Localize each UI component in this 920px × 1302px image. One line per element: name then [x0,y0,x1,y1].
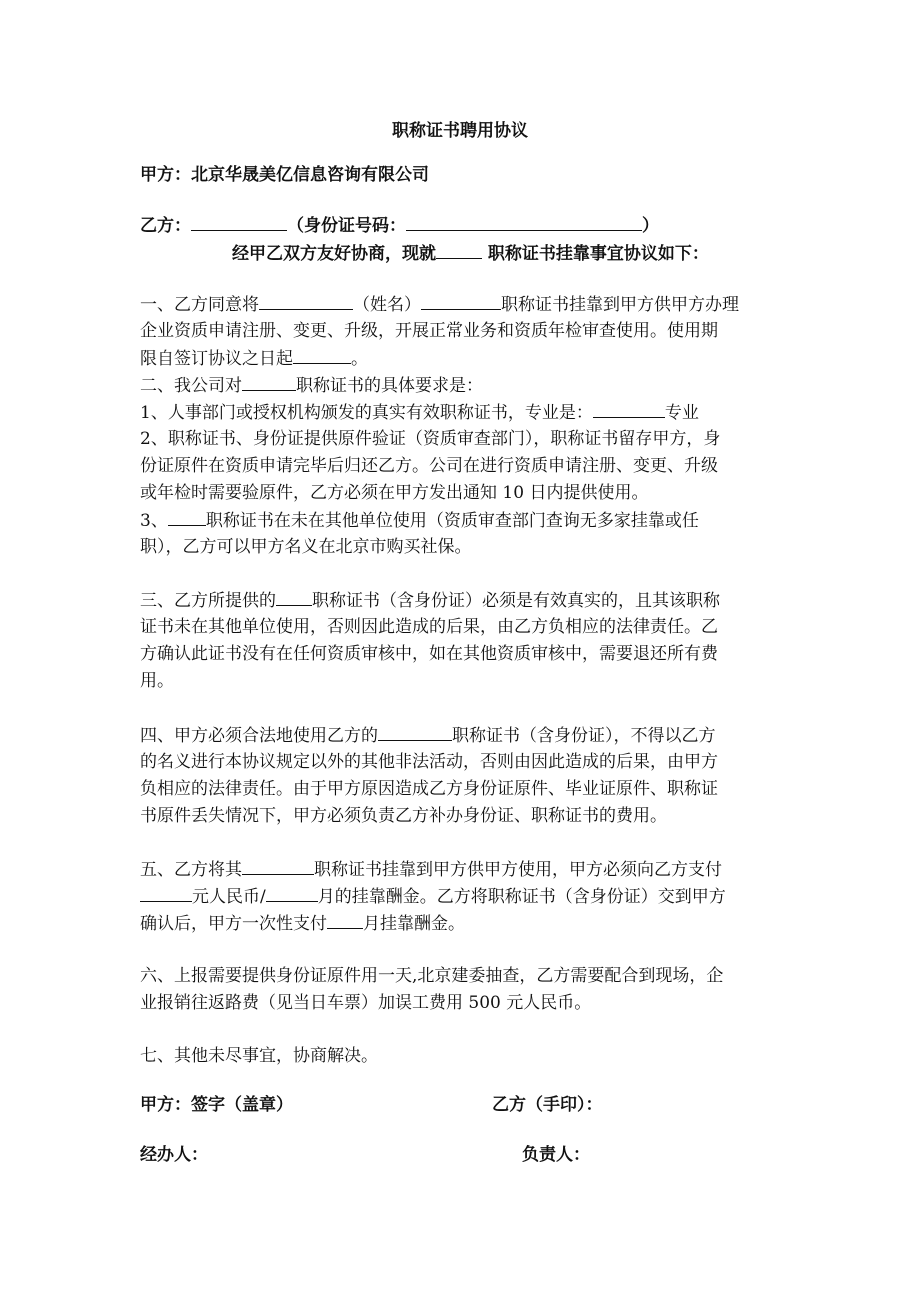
clause2-b: 职称证书的具体要求是： [296,376,483,396]
party-b-id-blank[interactable] [406,212,642,231]
sign-handler: 经办人： [140,1145,208,1165]
clause4-a: 四、甲方必须合法地使用乙方的 [140,726,378,746]
item1-blank[interactable] [593,399,665,418]
item3-b: 职称证书在未在其他单位使用（资质审查部门查询无多家挂靠或任 [205,511,699,531]
item3-line1 [140,507,699,534]
clause5-l3a: 确认后，甲方一次性支付 [140,914,327,934]
clause5-blank-amount[interactable] [140,883,192,902]
party-b-close: ） [642,216,659,236]
item3-blank[interactable] [168,507,206,526]
clause5-a: 五、乙方将其 [140,860,242,880]
clause5-l3b: 月挂靠酬金。 [363,914,465,934]
clause3-b: 职称证书（含身份证）必须是有效真实的，且其该职称 [312,591,720,611]
clause1-a: 一、乙方同意将 [140,295,259,315]
clause6-line2: 业报销往返路费（见当日车票）加误工费用 500 元人民币。 [140,993,592,1013]
clause5-blank-3[interactable] [327,910,363,929]
clause5-blank-1[interactable] [242,856,314,875]
item1-line [140,399,699,426]
clause4-line2: 的名义进行本协议规定以外的其他非法活动，否则由因此造成的后果，由甲方 [140,752,718,772]
item2-line1: 2、职称证书、身份证提供原件验证（资质审查部门），职称证书留存甲方，身 [140,429,721,449]
clause3-line2: 证书未在其他单位使用，否则因此造成的后果，由乙方负相应的法律责任。乙 [140,617,718,637]
party-b-name-blank[interactable] [191,212,287,231]
clause5-l2a: 元人民币/ [192,887,266,907]
clause1-blank-name[interactable] [259,291,353,310]
clause4-line1 [140,722,716,749]
clause6-line1: 六、上报需要提供身份证原件用一天,北京建委抽查，乙方需要配合到现场，企 [140,966,724,986]
intro-blank[interactable] [436,240,482,259]
clause3-a: 三、乙方所提供的 [140,591,276,611]
clause1-blank-2[interactable] [421,291,501,310]
sign-party-b: 乙方（手印）： [492,1095,603,1115]
clause2-line [140,372,483,399]
clause5-l2b: 月的挂靠酬金。乙方将职称证书（含身份证）交到甲方 [317,887,726,907]
clause1-line2: 企业资质申请注册、变更、升级，开展正常业务和资质年检审查使用。使用期 [140,321,718,341]
party-b-prefix: 乙方： [140,216,191,236]
party-b-line [140,212,659,239]
clause1-c: 职称证书挂靠到甲方供甲方办理 [501,295,739,315]
item2-line2: 份证原件在资质申请完毕后归还乙方。公司在进行资质申请注册、变更、升级 [140,456,718,476]
clause1-blank-date[interactable] [293,345,351,364]
clause4-b: 职称证书（含身份证），不得以乙方 [452,726,716,746]
party-b-id-label: （身份证号码： [287,216,406,236]
clause1-line1 [140,291,739,318]
clause1-line3 [140,345,368,372]
document-title: 职称证书聘用协议 [392,121,528,141]
item1-b: 专业 [664,403,699,423]
clause1-l3b: 。 [351,349,368,369]
clause3-line4: 用。 [140,671,174,691]
party-a-line: 甲方：北京华晟美亿信息咨询有限公司 [140,165,429,185]
sign-responsible: 负责人： [522,1145,590,1165]
clause3-line1 [140,587,720,614]
clause4-blank[interactable] [378,722,452,741]
clause3-line3: 方确认此证书没有在任何资质审核中，如在其他资质审核中，需要退还所有费 [140,644,718,664]
intro-post: 职称证书挂靠事宜协议如下： [487,244,709,264]
item3-a: 3、 [140,511,168,531]
clause5-b: 职称证书挂靠到甲方供甲方使用，甲方必须向乙方支付 [314,860,722,880]
clause2-blank[interactable] [242,372,296,391]
item3-line2: 职），乙方可以甲方名义在北京市购买社保。 [140,537,472,557]
clause4-line4: 书原件丢失情况下，甲方必须负责乙方补办身份证、职称证书的费用。 [140,806,667,826]
clause7-line: 七、其他未尽事宜，协商解决。 [140,1046,378,1066]
intro-pre: 经甲乙双方友好协商，现就 [232,244,436,264]
clause2-a: 二、我公司对 [140,376,242,396]
item2-line3: 或年检时需要验原件，乙方必须在甲方发出通知 10 日内提供使用。 [140,483,649,503]
clause3-blank[interactable] [276,587,312,606]
clause1-l3a: 限自签订协议之日起 [140,349,293,369]
clause5-line2 [140,883,726,910]
clause5-line1 [140,856,722,883]
sign-party-a: 甲方：签字（盖章） [140,1095,293,1115]
clause5-blank-month[interactable] [266,883,318,902]
clause4-line3: 负相应的法律责任。由于甲方原因造成乙方身份证原件、毕业证原件、职称证 [140,779,718,799]
clause1-b: （姓名） [353,295,421,315]
clause5-line3 [140,910,465,937]
item1-a: 1、人事部门或授权机构颁发的真实有效职称证书，专业是： [140,403,593,423]
intro-line [232,240,709,267]
